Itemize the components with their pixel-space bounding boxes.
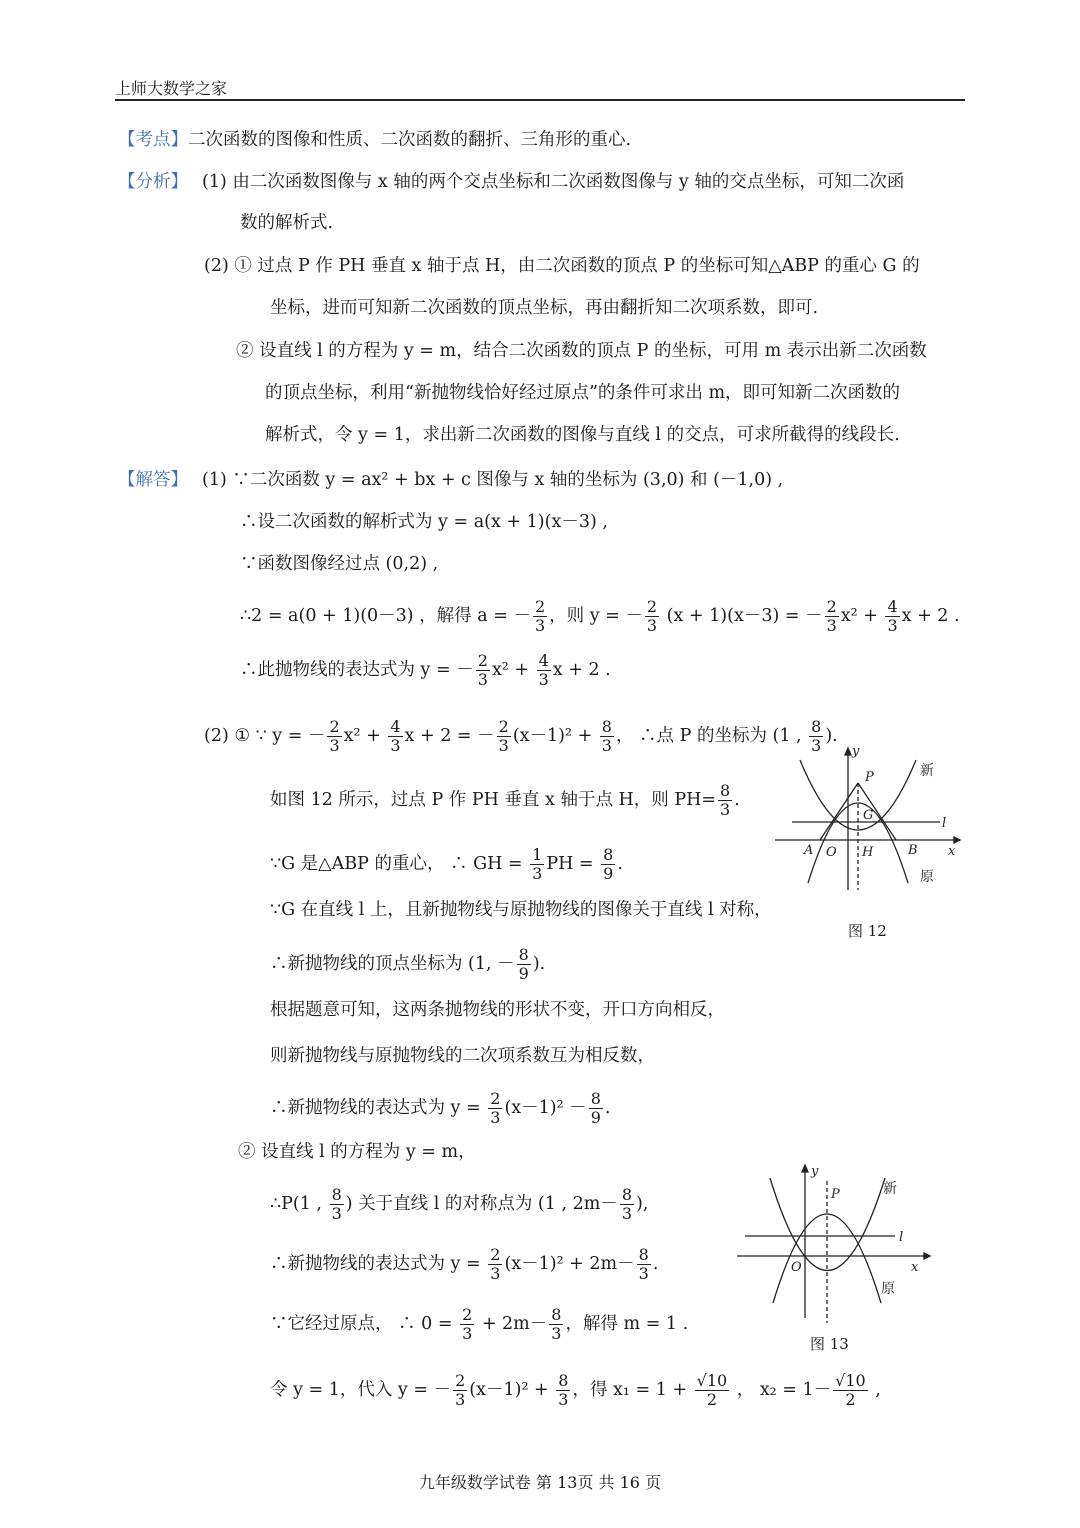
numerator: 8: [720, 781, 731, 800]
fig12-label-B: B: [908, 843, 918, 858]
denominator: 3: [455, 1390, 466, 1409]
eq-part: .: [734, 790, 740, 810]
denominator: 3: [811, 736, 822, 755]
fenxi-line-6: 的顶点坐标，利用“新抛物线恰好经过原点”的条件可求出 m，即可知新二次函数的: [265, 383, 901, 403]
header-divider: [115, 99, 965, 101]
fraction: [537, 652, 551, 689]
jieda-text-1: (1) ∵二次函数 y = ax² + bx + c 图像与 x 轴的坐标为 (3,0) 和 (－1,0) ,: [202, 470, 784, 490]
eq-part: ).: [532, 954, 546, 974]
numerator: 2: [490, 1089, 501, 1108]
eq-part: + 2m－: [476, 1314, 548, 1334]
fraction: [533, 598, 547, 635]
eq-part: x² +: [343, 726, 387, 746]
fig12-label-H: H: [862, 845, 874, 860]
numerator: 2: [462, 1305, 473, 1324]
eq-part: ∴新抛物线的顶点坐标为 (1, －: [270, 954, 515, 974]
denominator: 2: [845, 1390, 856, 1409]
fig12-label-G: G: [863, 808, 874, 823]
jieda-line-5: [240, 652, 611, 689]
eq-part: ， x₂ = 1－: [731, 1380, 832, 1400]
jieda-q2-line-1: [204, 718, 838, 755]
fig12-label-O: O: [826, 845, 837, 860]
fig13-label-l: l: [899, 1230, 904, 1245]
denominator: 9: [603, 864, 614, 883]
numerator: 2: [455, 1371, 466, 1390]
denominator: 3: [477, 670, 488, 689]
jieda-q2-line-7: 则新抛物线与原抛物线的二次项系数互为相反数，: [270, 1046, 655, 1066]
eq-part: x² +: [491, 660, 535, 680]
eq-part: x + 2 .: [552, 660, 611, 680]
fraction: [718, 782, 732, 819]
denominator: 3: [621, 1204, 632, 1223]
jieda-p2-line-3: [270, 1246, 658, 1283]
jieda-p2-line-5: [270, 1372, 881, 1409]
fig12-label-P: P: [865, 770, 874, 785]
eq-part: ),: [636, 1194, 649, 1214]
eq-part: ，得 x₁ = 1 +: [572, 1380, 693, 1400]
fig12-segment-AP: [820, 783, 858, 840]
fenxi-line-1: [118, 170, 904, 194]
fig12-label-new: 新: [920, 763, 934, 779]
fraction: [556, 1372, 570, 1409]
fraction: [825, 598, 839, 635]
eq-part: ∴新抛物线的表达式为 y =: [270, 1098, 487, 1118]
numerator: 8: [331, 1185, 342, 1204]
numerator: 2: [646, 597, 658, 616]
kaodian-line: [118, 128, 631, 152]
page-footer: 九年级数学试卷 第 13页 共 16 页: [418, 1473, 662, 1492]
denominator: 3: [887, 616, 898, 635]
jieda-q2-line-8: [270, 1090, 610, 1127]
numerator: √10: [835, 1371, 866, 1390]
eq-part: (x－1)² +: [512, 726, 598, 746]
fenxi-line-3: (2) ① 过点 P 作 PH 垂直 x 轴于点 H，由二次函数的顶点 P 的坐标可知△ABP 的重心 G 的: [204, 256, 920, 276]
fraction: [600, 718, 614, 755]
numerator: 2: [490, 1245, 501, 1264]
fig13-label-P: P: [831, 1187, 840, 1202]
fig13-y-arrow: [802, 1165, 808, 1172]
denominator: 3: [646, 616, 658, 635]
eq-part: 令 y = 1，代入 y = －: [270, 1380, 452, 1400]
fraction: [530, 846, 544, 883]
eq-part: ， ∴点 P 的坐标为 (1 ,: [615, 726, 808, 746]
fraction: [476, 652, 490, 689]
numerator: 4: [538, 651, 549, 670]
numerator: 2: [498, 717, 509, 736]
denominator: 3: [551, 1324, 562, 1343]
denominator: 3: [601, 736, 612, 755]
numerator: √10: [696, 1371, 728, 1390]
fenxi-text-1: (1) 由二次函数图像与 x 轴的两个交点坐标和二次函数图像与 y 轴的交点坐标，可知二次函: [202, 172, 905, 192]
numerator: 1: [532, 845, 543, 864]
denominator: 3: [534, 616, 546, 635]
eq-part: .: [604, 1098, 611, 1118]
jieda-q2-line-3: [270, 846, 623, 883]
fig13-label-orig: 原: [881, 1281, 895, 1297]
fraction: [645, 598, 659, 635]
fig13-label-y: y: [811, 1164, 819, 1179]
denominator: 3: [490, 1108, 501, 1127]
eq-part: ,: [869, 1380, 881, 1400]
fraction: [488, 1090, 502, 1127]
fig12-y-arrow: [845, 748, 851, 755]
denominator: 3: [720, 800, 731, 819]
eq-part: (2) ① ∵ y = －: [204, 726, 326, 746]
eq-part: .: [617, 854, 623, 874]
denominator: 3: [558, 1390, 569, 1409]
fig12-x-arrow: [954, 837, 960, 843]
fig12-label-l: l: [942, 816, 947, 831]
numerator: 8: [590, 1089, 601, 1108]
numerator: 8: [603, 845, 614, 864]
fig13-label-O: O: [791, 1260, 802, 1275]
kaodian-tag: 【考点】: [118, 130, 188, 150]
denominator: 9: [590, 1108, 601, 1127]
denominator: 3: [462, 1324, 473, 1343]
jieda-q2-line-2: [270, 782, 740, 819]
numerator: 8: [551, 1305, 562, 1324]
fenxi-tag: 【分析】: [118, 172, 188, 192]
jieda-line-4: [240, 598, 960, 635]
eq-part: x + 2 .: [901, 606, 960, 626]
fraction: [488, 1246, 502, 1283]
denominator: 3: [826, 616, 837, 635]
eq-part: ∴P(1 ,: [270, 1194, 328, 1214]
fraction: [637, 1246, 651, 1283]
denominator: 3: [331, 1204, 342, 1223]
numerator: 8: [621, 1185, 632, 1204]
eq-part: (x－1)² + 2m－: [504, 1254, 635, 1274]
jieda-q2-line-4: ∵G 在直线 l 上，且新抛物线与原抛物线的图像关于直线 l 对称，: [270, 900, 772, 920]
denominator: 3: [490, 1264, 501, 1283]
eq-part: ).: [825, 726, 838, 746]
figure-12-caption: 图 12: [848, 922, 887, 940]
fenxi-line-5: ② 设直线 l 的方程为 y = m，结合二次函数的顶点 P 的坐标，可用 m 表示出新二次函数: [236, 341, 927, 361]
eq-part: ∴2 = a(0 + 1)(0－3) ，解得 a = －: [240, 606, 531, 626]
eq-part: .: [652, 1254, 659, 1274]
numerator: 8: [601, 717, 612, 736]
denominator: 3: [329, 736, 340, 755]
fig12-label-A: A: [804, 843, 814, 858]
fraction: [388, 718, 402, 755]
denominator: 2: [706, 1390, 717, 1409]
kaodian-text: 二次函数的图像和性质、二次函数的翻折、三角形的重心.: [188, 130, 632, 150]
numerator: 4: [887, 597, 898, 616]
eq-part: x + 2 = －: [404, 726, 495, 746]
jieda-line-3: ∵函数图像经过点 (0,2) ,: [240, 554, 439, 574]
eq-part: (x－1)² +: [469, 1380, 555, 1400]
eq-part: x² +: [840, 606, 884, 626]
fig12-label-x: x: [948, 844, 956, 859]
fraction: [497, 718, 511, 755]
eq-part: ，则 y = －: [549, 606, 643, 626]
fraction: [695, 1372, 730, 1409]
fraction: [833, 1372, 868, 1409]
fraction: [327, 718, 341, 755]
page-header-title: 上师大数学之家: [115, 79, 228, 98]
numerator: 2: [534, 597, 546, 616]
fraction: [453, 1372, 467, 1409]
jieda-line-1: [118, 468, 783, 492]
jieda-q2-line-5: [270, 946, 545, 983]
fig13-label-x: x: [911, 1260, 919, 1275]
jieda-q2-line-6: 根据题意可知，这两条抛物线的形状不变，开口方向相反，: [270, 1000, 725, 1020]
denominator: 3: [498, 736, 509, 755]
eq-part: ∴新抛物线的表达式为 y =: [270, 1254, 487, 1274]
figure-12: [770, 745, 970, 895]
fig13-label-new: 新: [883, 1181, 897, 1197]
eq-part: ∴此抛物线的表达式为 y = －: [240, 660, 474, 680]
eq-part: 如图 12 所示，过点 P 作 PH 垂直 x 轴于点 H，则 PH=: [270, 790, 717, 810]
jieda-p2-line-1: ② 设直线 l 的方程为 y = m，: [238, 1142, 476, 1162]
eq-part: ∵G 是△ABP 的重心， ∴ GH =: [270, 854, 529, 874]
eq-part: (x－1)² －: [504, 1098, 587, 1118]
fraction: [330, 1186, 344, 1223]
numerator: 4: [390, 717, 401, 736]
fraction: [620, 1186, 634, 1223]
eq-part: ) 关于直线 l 的对称点为 (1 , 2m－: [345, 1194, 618, 1214]
denominator: 9: [518, 964, 529, 983]
jieda-tag: 【解答】: [118, 470, 188, 490]
fig12-label-y: y: [852, 745, 860, 759]
numerator: 8: [518, 945, 529, 964]
fig13-x-arrow: [924, 1253, 930, 1259]
numerator: 2: [826, 597, 837, 616]
fenxi-line-4: 坐标，进而可知新二次函数的顶点坐标，再由翻折知二次项系数，即可.: [270, 298, 819, 318]
fig12-label-orig: 原: [920, 869, 934, 885]
eq-part: PH =: [546, 854, 600, 874]
fraction: [601, 846, 615, 883]
fraction: [589, 1090, 603, 1127]
fraction: [549, 1306, 563, 1343]
numerator: 2: [477, 651, 488, 670]
jieda-p2-line-2: [270, 1186, 648, 1223]
fraction: [517, 946, 531, 983]
fenxi-line-2: 数的解析式.: [240, 213, 334, 233]
denominator: 3: [538, 670, 549, 689]
eq-part: ，解得 m = 1 .: [565, 1314, 689, 1334]
eq-part: (x + 1)(x－3) = －: [661, 606, 823, 626]
figure-13: [735, 1163, 935, 1323]
numerator: 8: [811, 717, 822, 736]
numerator: 2: [329, 717, 340, 736]
jieda-p2-line-4: [270, 1306, 688, 1343]
numerator: 8: [638, 1245, 649, 1264]
eq-part: ∵它经过原点， ∴ 0 =: [270, 1314, 459, 1334]
fraction: [885, 598, 899, 635]
jieda-line-2: ∴设二次函数的解析式为 y = a(x + 1)(x－3) ,: [240, 512, 608, 532]
figure-13-caption: 图 13: [810, 1335, 849, 1353]
fenxi-line-7: 解析式，令 y = 1，求出新二次函数的图像与直线 l 的交点，可求所截得的线段长.: [265, 425, 900, 445]
fraction: [460, 1306, 474, 1343]
numerator: 8: [558, 1371, 569, 1390]
denominator: 3: [532, 864, 543, 883]
denominator: 3: [390, 736, 401, 755]
denominator: 3: [638, 1264, 649, 1283]
